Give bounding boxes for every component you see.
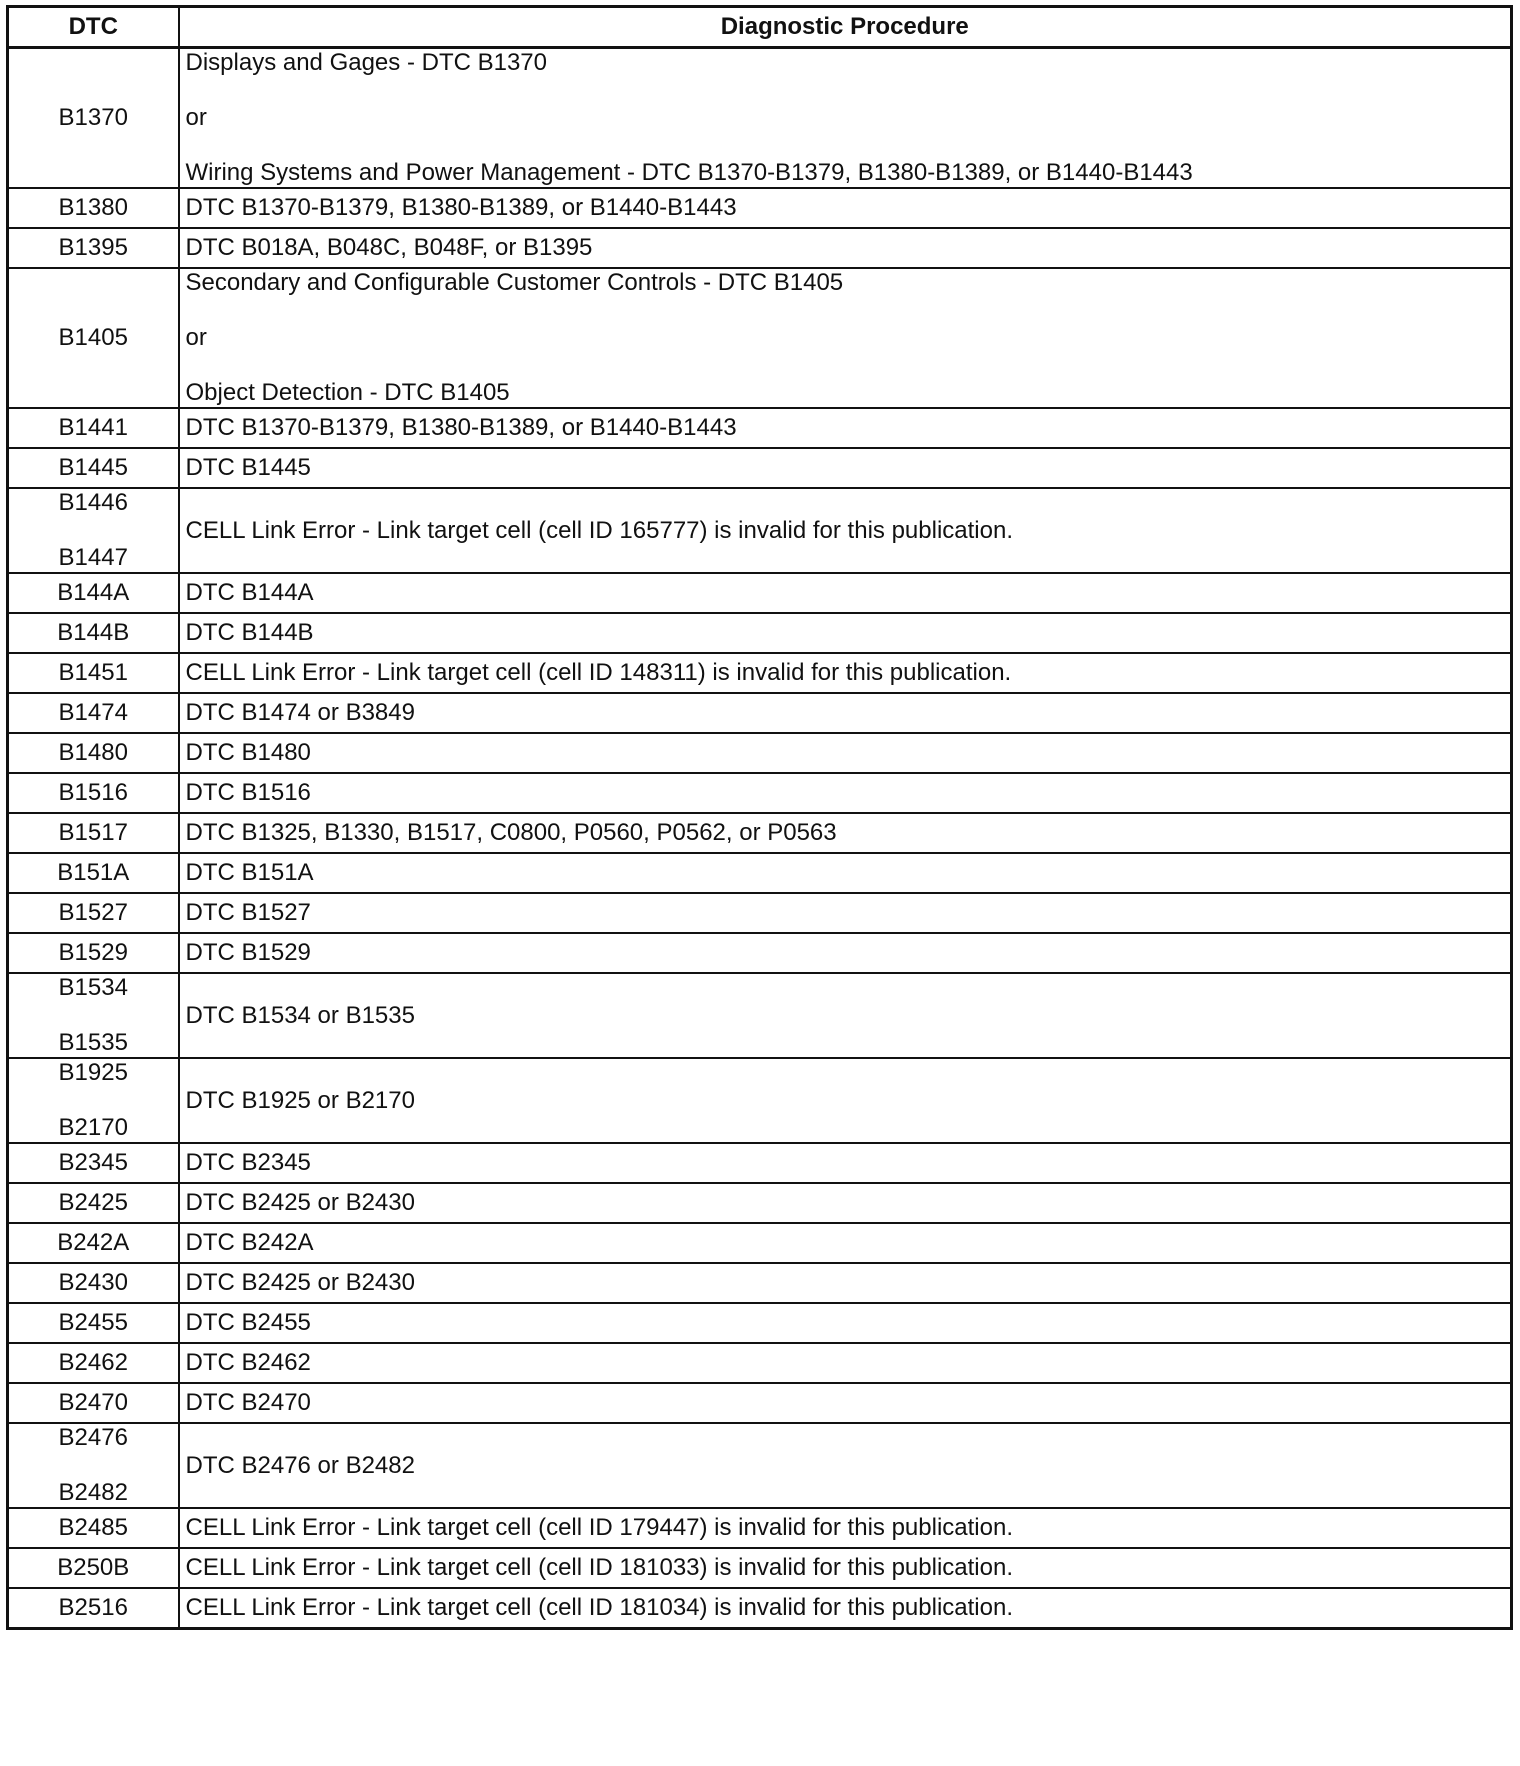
dtc-code: B2485	[58, 1514, 128, 1541]
procedure-cell	[179, 228, 1512, 268]
table-row	[8, 488, 1512, 573]
procedure-cell	[179, 1383, 1512, 1423]
table-row	[8, 1508, 1512, 1548]
procedure-text: DTC B1474 or B3849	[185, 699, 415, 726]
table-row	[8, 48, 1512, 189]
procedure-cell	[179, 773, 1512, 813]
dtc-code: B2430	[58, 1269, 128, 1296]
dtc-code: B2470	[58, 1389, 128, 1416]
procedure-cell	[179, 1058, 1512, 1143]
table-row	[8, 408, 1512, 448]
dtc-cell	[8, 1183, 179, 1223]
column-header-dtc: DTC	[8, 7, 179, 48]
procedure-text: DTC B1534 or B1535	[185, 1001, 415, 1029]
procedure-text: DTC B144B	[185, 619, 314, 646]
procedure-cell	[179, 893, 1512, 933]
procedure-cell	[179, 1548, 1512, 1588]
dtc-code: B1517	[58, 819, 128, 846]
procedure-text: DTC B2425 or B2430	[185, 1189, 415, 1216]
dtc-code: B1516	[58, 779, 128, 806]
dtc-cell	[8, 813, 179, 853]
dtc-code: B2462	[58, 1349, 128, 1376]
procedure-cell	[179, 1303, 1512, 1343]
dtc-cell	[8, 973, 179, 1058]
dtc-code: B1395	[58, 234, 128, 261]
dtc-cell	[8, 773, 179, 813]
dtc-code: B1527	[58, 899, 128, 926]
dtc-cell	[8, 573, 179, 613]
procedure-cell	[179, 268, 1512, 408]
dtc-code: B1447	[58, 544, 128, 571]
procedure-text: DTC B1325, B1330, B1517, C0800, P0560, P0562, or P0563	[185, 819, 837, 846]
table-row	[8, 853, 1512, 893]
procedure-text: or	[185, 104, 207, 131]
dtc-code: B1446	[58, 489, 128, 516]
table-row	[8, 1548, 1512, 1588]
dtc-cell	[8, 1058, 179, 1143]
dtc-cell	[8, 1223, 179, 1263]
dtc-code: B2476	[58, 1424, 128, 1451]
table-row	[8, 693, 1512, 733]
dtc-code: B1480	[58, 739, 128, 766]
dtc-code: B1529	[58, 939, 128, 966]
dtc-cell	[8, 1263, 179, 1303]
procedure-text: or	[185, 324, 207, 351]
dtc-cell	[8, 853, 179, 893]
dtc-cell	[8, 1143, 179, 1183]
dtc-code: B1445	[58, 454, 128, 481]
dtc-cell	[8, 1343, 179, 1383]
procedure-text: DTC B1445	[185, 454, 311, 481]
procedure-text: DTC B1370-B1379, B1380-B1389, or B1440-B1443	[185, 194, 737, 221]
dtc-code: B2170	[58, 1114, 128, 1141]
procedure-text: DTC B2462	[185, 1349, 311, 1376]
procedure-text: Wiring Systems and Power Management - DTC B1370-B1379, B1380-B1389, or B1440-B1443	[185, 159, 1193, 186]
procedure-text: DTC B144A	[185, 579, 314, 606]
dtc-code: B1474	[58, 699, 128, 726]
dtc-cell	[8, 653, 179, 693]
procedure-text: Object Detection - DTC B1405	[185, 379, 510, 406]
table-row	[8, 813, 1512, 853]
dtc-cell	[8, 693, 179, 733]
dtc-code: B2455	[58, 1309, 128, 1336]
dtc-cell	[8, 1383, 179, 1423]
dtc-cell	[8, 268, 179, 408]
dtc-cell	[8, 933, 179, 973]
table-row	[8, 1303, 1512, 1343]
document	[6, 5, 1510, 1630]
procedure-text: DTC B1370-B1379, B1380-B1389, or B1440-B1443	[185, 414, 737, 441]
procedure-cell	[179, 1423, 1512, 1508]
table-row	[8, 573, 1512, 613]
dtc-code: B1535	[58, 1029, 128, 1056]
dtc-cell	[8, 448, 179, 488]
table-row	[8, 1143, 1512, 1183]
procedure-text: DTC B1516	[185, 779, 311, 806]
table-row	[8, 1223, 1512, 1263]
column-header-procedure: Diagnostic Procedure	[179, 7, 1512, 48]
procedure-cell	[179, 613, 1512, 653]
dtc-cell	[8, 1423, 179, 1508]
table-row	[8, 1263, 1512, 1303]
dtc-code: B2482	[58, 1479, 128, 1506]
procedure-text: DTC B2476 or B2482	[185, 1451, 415, 1479]
procedure-text: DTC B1925 or B2170	[185, 1086, 415, 1114]
dtc-code: B1370	[58, 104, 128, 131]
procedure-cell	[179, 1223, 1512, 1263]
dtc-code: B151A	[57, 859, 130, 886]
dtc-code: B2345	[58, 1149, 128, 1176]
table-row	[8, 1343, 1512, 1383]
procedure-cell	[179, 853, 1512, 893]
dtc-cell	[8, 488, 179, 573]
table-row	[8, 228, 1512, 268]
dtc-code: B250B	[57, 1554, 130, 1581]
procedure-text: Secondary and Configurable Customer Controls - DTC B1405	[185, 269, 844, 296]
procedure-text: DTC B2455	[185, 1309, 311, 1336]
dtc-code: B242A	[57, 1229, 130, 1256]
procedure-cell	[179, 733, 1512, 773]
procedure-cell	[179, 1343, 1512, 1383]
table-header-row	[8, 7, 1512, 48]
procedure-text: DTC B1527	[185, 899, 311, 926]
dtc-cell	[8, 1508, 179, 1548]
procedure-text: CELL Link Error - Link target cell (cell ID 165777) is invalid for this publication.	[185, 516, 1013, 544]
table-row	[8, 973, 1512, 1058]
procedure-cell	[179, 1508, 1512, 1548]
dtc-code: B1534	[58, 974, 128, 1001]
procedure-cell	[179, 1263, 1512, 1303]
dtc-cell	[8, 1548, 179, 1588]
procedure-text: CELL Link Error - Link target cell (cell ID 148311) is invalid for this publication.	[185, 659, 1012, 686]
procedure-text: CELL Link Error - Link target cell (cell ID 179447) is invalid for this publication.	[185, 1514, 1013, 1541]
table-row	[8, 733, 1512, 773]
procedure-text: DTC B018A, B048C, B048F, or B1395	[185, 234, 593, 261]
procedure-cell	[179, 408, 1512, 448]
table-row	[8, 653, 1512, 693]
table-row	[8, 613, 1512, 653]
procedure-text: Displays and Gages - DTC B1370	[185, 49, 547, 76]
procedure-cell	[179, 1183, 1512, 1223]
dtc-code: B2516	[58, 1594, 128, 1621]
dtc-cell	[8, 48, 179, 189]
dtc-cell	[8, 893, 179, 933]
procedure-cell	[179, 448, 1512, 488]
procedure-cell	[179, 573, 1512, 613]
procedure-cell	[179, 188, 1512, 228]
procedure-cell	[179, 1143, 1512, 1183]
procedure-text: DTC B2425 or B2430	[185, 1269, 415, 1296]
table-row	[8, 893, 1512, 933]
dtc-cell	[8, 1588, 179, 1629]
dtc-code: B144B	[57, 619, 130, 646]
dtc-cell	[8, 613, 179, 653]
dtc-cell	[8, 228, 179, 268]
table-row	[8, 1383, 1512, 1423]
table-row	[8, 188, 1512, 228]
table-row	[8, 268, 1512, 408]
table-row	[8, 1588, 1512, 1629]
procedure-text: CELL Link Error - Link target cell (cell ID 181033) is invalid for this publication.	[185, 1554, 1013, 1581]
procedure-text: DTC B151A	[185, 859, 314, 886]
dtc-code: B1441	[58, 414, 128, 441]
table-row	[8, 1423, 1512, 1508]
procedure-text: DTC B2470	[185, 1389, 311, 1416]
dtc-code: B1380	[58, 194, 128, 221]
procedure-text: DTC B242A	[185, 1229, 314, 1256]
dtc-code: B1405	[58, 324, 128, 351]
table-row	[8, 448, 1512, 488]
dtc-code: B2425	[58, 1189, 128, 1216]
dtc-code: B1451	[58, 659, 128, 686]
procedure-text: DTC B2345	[185, 1149, 311, 1176]
dtc-code: B1925	[58, 1059, 128, 1086]
procedure-cell	[179, 693, 1512, 733]
procedure-cell	[179, 1588, 1512, 1629]
procedure-text: DTC B1529	[185, 939, 311, 966]
procedure-cell	[179, 48, 1512, 189]
procedure-cell	[179, 933, 1512, 973]
dtc-cell	[8, 408, 179, 448]
procedure-cell	[179, 813, 1512, 853]
dtc-cell	[8, 733, 179, 773]
table-row	[8, 933, 1512, 973]
dtc-table	[6, 5, 1513, 1630]
procedure-text: CELL Link Error - Link target cell (cell ID 181034) is invalid for this publication.	[185, 1594, 1013, 1621]
procedure-cell	[179, 973, 1512, 1058]
table-row	[8, 1058, 1512, 1143]
table-row	[8, 773, 1512, 813]
dtc-cell	[8, 1303, 179, 1343]
table-body	[8, 48, 1512, 1629]
dtc-code: B144A	[57, 579, 130, 606]
table-row	[8, 1183, 1512, 1223]
procedure-text: DTC B1480	[185, 739, 311, 766]
procedure-cell	[179, 488, 1512, 573]
procedure-cell	[179, 653, 1512, 693]
dtc-cell	[8, 188, 179, 228]
